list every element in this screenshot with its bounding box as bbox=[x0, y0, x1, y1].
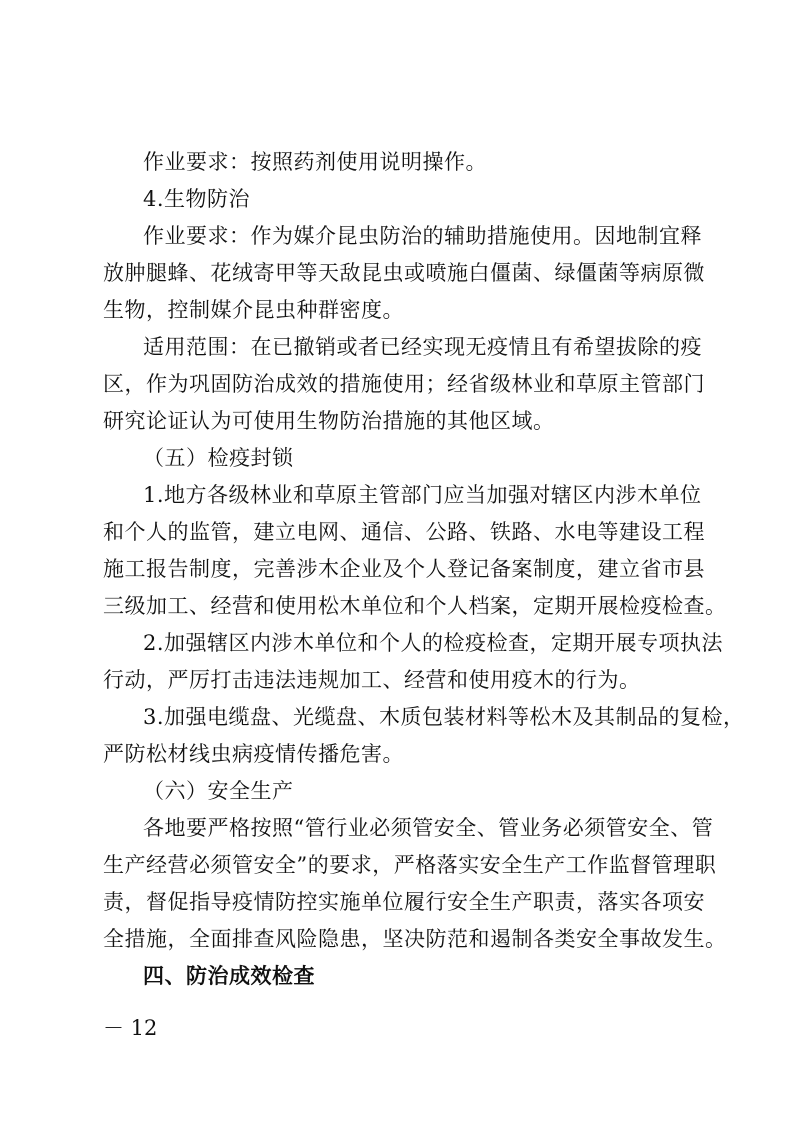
text-line: 生产经营必须管安全”的要求，严格落实安全生产工作监督管理职 bbox=[103, 853, 717, 877]
text-line: 各地要严格按照“管行业必须管安全、管业务必须管安全、管 bbox=[143, 816, 714, 840]
text-line: 全措施，全面排查风险隐患，坚决防范和遏制各类安全事故发生。 bbox=[103, 927, 727, 951]
page-number: － 12 bbox=[103, 1016, 158, 1040]
section-heading: （五）检疫封锁 bbox=[143, 446, 294, 470]
text-line: 施工报告制度，完善涉木企业及个人登记备案制度，建立省市县 bbox=[103, 557, 705, 581]
chapter-heading: 四、防治成效检查 bbox=[143, 964, 315, 988]
text-line: 区，作为巩固防治成效的措施使用；经省级林业和草原主管部门 bbox=[103, 372, 705, 396]
text-line: 三级加工、经营和使用松木单位和个人档案，定期开展检疫检查。 bbox=[103, 594, 727, 618]
text-line: 3.加强电缆盘、光缆盘、木质包装材料等松木及其制品的复检， bbox=[143, 705, 745, 729]
text-line: 严防松材线虫病疫情传播危害。 bbox=[103, 742, 404, 766]
section-heading: 4.生物防治 bbox=[143, 187, 251, 211]
text-line: 2.加强辖区内涉木单位和个人的检疫检查，定期开展专项执法 bbox=[143, 631, 724, 655]
text-line: 研究论证认为可使用生物防治措施的其他区域。 bbox=[103, 409, 555, 433]
text-line: 责，督促指导疫情防控实施单位履行安全生产职责，落实各项安 bbox=[103, 890, 705, 914]
text-line: 生物，控制媒介昆虫种群密度。 bbox=[103, 298, 404, 322]
section-heading: （六）安全生产 bbox=[143, 779, 294, 803]
text-line: 作业要求：按照药剂使用说明操作。 bbox=[143, 150, 487, 174]
text-line: 作业要求：作为媒介昆虫防治的辅助措施使用。因地制宜释 bbox=[143, 224, 702, 248]
text-line: 适用范围：在已撤销或者已经实现无疫情且有希望拔除的疫 bbox=[143, 335, 702, 359]
text-line: 行动，严厉打击违法违规加工、经营和使用疫木的行为。 bbox=[103, 668, 641, 692]
text-line: 放肿腿蜂、花绒寄甲等天敌昆虫或喷施白僵菌、绿僵菌等病原微 bbox=[103, 261, 705, 285]
text-line: 1.地方各级林业和草原主管部门应当加强对辖区内涉木单位 bbox=[143, 483, 702, 507]
text-line: 和个人的监管，建立电网、通信、公路、铁路、水电等建设工程 bbox=[103, 520, 705, 544]
